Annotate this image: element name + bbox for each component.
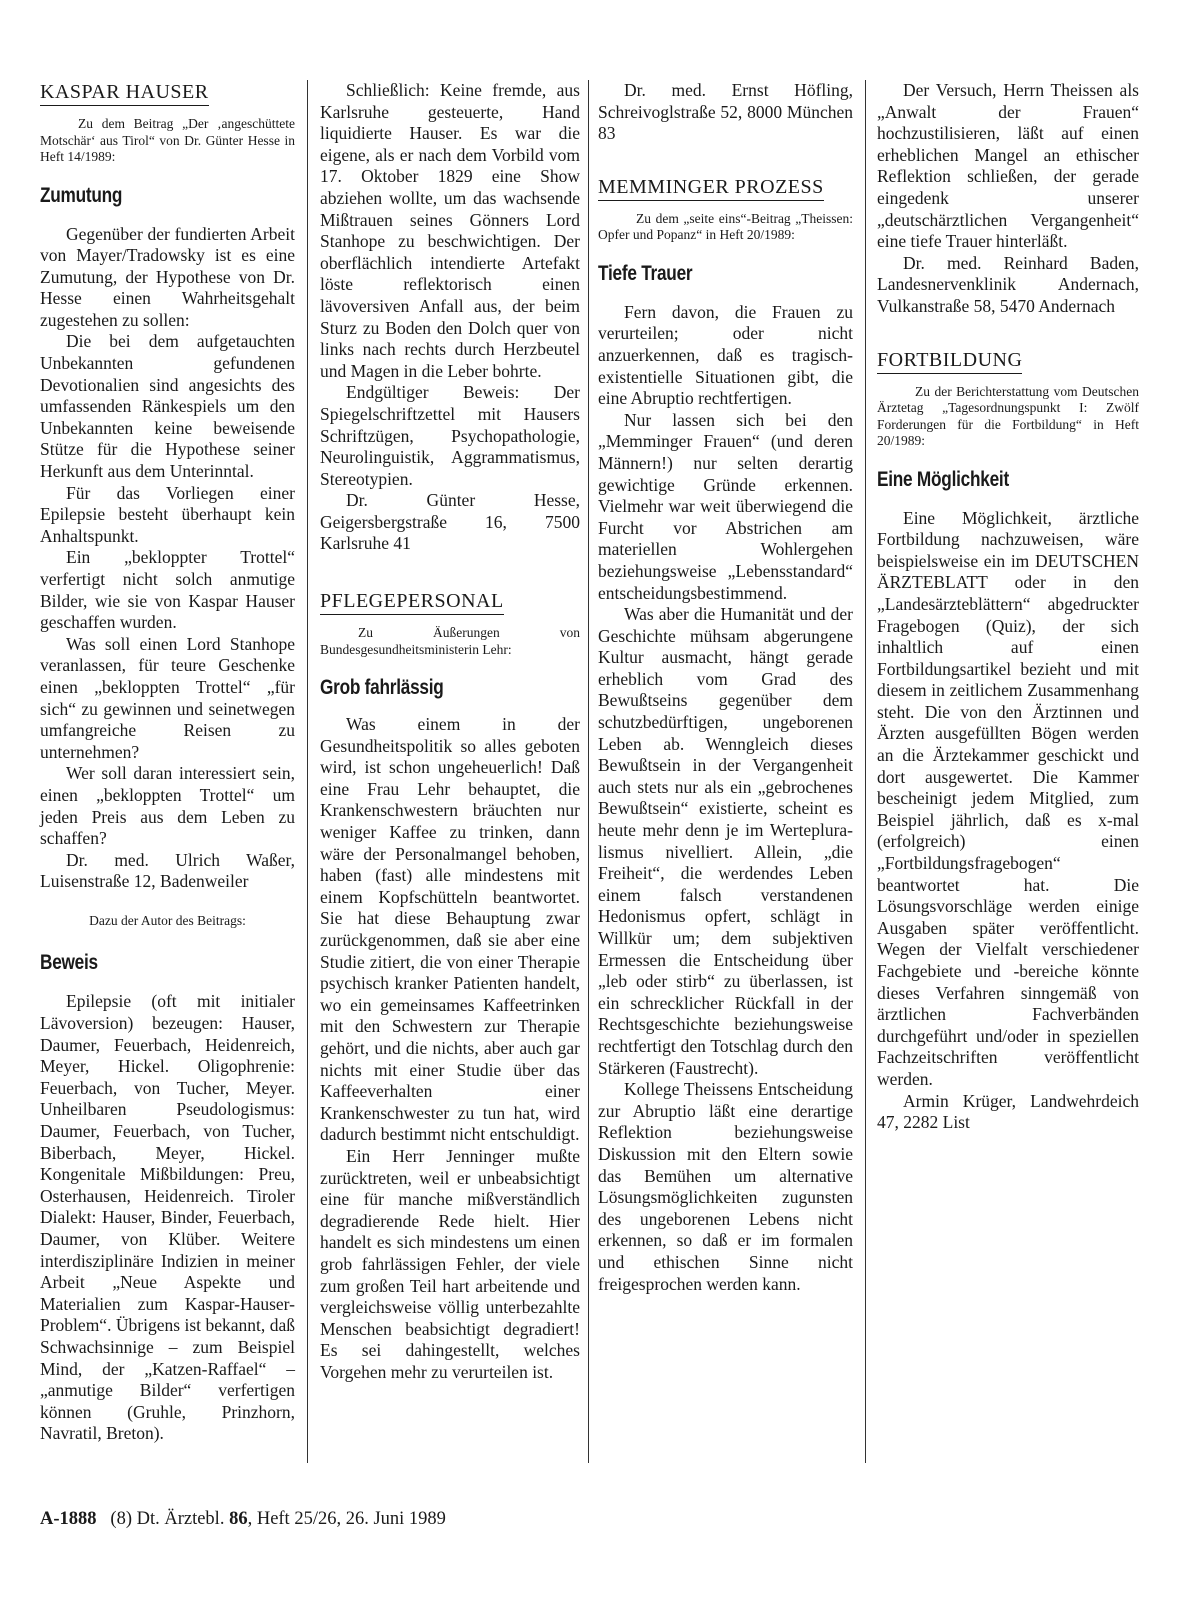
paragraph: Was soll einen Lord Stanhope veranlassen, für teure Geschenke einen „bekloppten Trottel“ „für sich“ zu gewinnen und seinetwegen umfangreiche Reisen zu unternehmen? — [40, 633, 295, 762]
paragraph: Was einem in der Gesundheitspolitik so alles geboten wird, ist schon ungeheuerlich! Daß eine Frau Lehr behauptet, die Krankenschwestern bräuchten nur weniger Kaffee zu trinken, dann wäre der Personalmangel behoben, haben (fast) alle mindestens mit einem Kopfschütteln beantwortet. Sie hat diese Behauptung zwar zurückgenommen, daß sie aber eine Studie zitiert, die von einer Therapie psychisch kranker Patienten handelt, wo ein gemeinsames Kaffeetrinken mit den Schwestern zur Therapie gehört, und die nichts, aber auch gar nichts mit einer Studie über das Kaffeeverhalten einer Krankenschwester zu tun hat, wird dadurch bestimmt nicht entschuldigt. — [320, 714, 580, 1145]
citation-prefix: (8) Dt. Ärztebl. — [110, 1509, 225, 1529]
paragraph: Für das Vorliegen einer Epilepsie besteht überhaupt kein Anhaltspunkt. — [40, 482, 295, 546]
letter-body-continued — [877, 508, 1139, 1134]
column-divider — [588, 80, 589, 1463]
section-title-kaspar-hauser: KASPAR HAUSER — [40, 80, 209, 106]
paragraph: Epilepsie (oft mit initialer Lävoversion) bezeugen: Hauser, Daumer, Feuerbach, Heidenreich, Meyer, Hickel. Oligophrenie: Feuerbach, von Tucher, Meyer. Unheilbaren Pseudologismus: Daumer, Feuerbach, von Tucher, Biberbach, Meyer, Hickel. Kongenitale Mißbildungen: Preu, Osterhausen, Heidenreich. Tiroler Dialekt: Hauser, Binder, Feuerbach, Daumer, von Klüber. Weitere interdisziplinäre Indizien in meiner Arbeit „Neue Aspekte und Materialien zum Kaspar-Hauser-Problem“. Übrigens ist bekannt, daß Schwachsinnige – zum Beispiel Mind, der „Katzen-Raffael“ – „anmutige Bilder“ verfertigen können (Gruhle, Prinzhorn, Navratil, Breton). — [40, 991, 295, 1444]
paragraph: Der Versuch, Herrn Theissen als „Anwalt der Frauen“ hochzustilisieren, läßt auf einen erheblichen Mangel an ethischer Reflektion schließen, der gerade eingedenk unserer „deutschärztlichen Vergangenheit“ eine tiefe Trauer hinterläßt. — [877, 80, 1139, 252]
headline-beweis: Beweis — [40, 951, 98, 975]
reference-note: Zu Äußerungen von Bundesgesundheitsministerin Lehr: — [320, 625, 580, 657]
headline-eine-moeglichkeit: Eine Möglichkeit — [877, 467, 1009, 491]
letter-body-continued — [320, 714, 580, 1383]
letter-signature: Dr. med. Ernst Höfling, Schreivoglstraße 52, 8000 München 83 — [598, 80, 853, 144]
section-title-pflegepersonal: PFLEGEPERSONAL — [320, 589, 504, 615]
letter-signature: Armin Krüger, Landwehrdeich 47, 2282 List — [877, 1090, 1139, 1133]
paragraph: Ein „bekloppter Trottel“ verfertigt nicht solch anmutige Bilder, wie sie von Kaspar Hauser geschaffen wurden. — [40, 547, 295, 633]
reference-note: Zu dem „seite eins“-Beitrag „Theissen: Opfer und Popanz“ in Heft 20/1989: — [598, 210, 853, 243]
column-3 — [598, 80, 853, 1295]
letter-signature: Dr. Günter Hesse, Geigersbergstraße 16, 7500 Karlsruhe 41 — [320, 490, 580, 554]
letter-signature: Dr. med. Reinhard Baden, Landesnervenklinik Andernach, Vulkanstraße 58, 5470 Andernach — [877, 252, 1139, 316]
reference-note: Zu dem Beitrag „Der ‚angeschüttete Motschär‘ aus Tirol“ von Dr. Günter Hesse in Heft 14/1989: — [40, 116, 295, 164]
paragraph: Wer soll daran interessiert sein, einen „bekloppten Trottel“ um jeden Preis aus dem Leben zu schaffen? — [40, 763, 295, 849]
paragraph: Endgültiger Beweis: Der Spiegelschriftzettel mit Hausers Schriftzügen, Psychopathologie, Neurolinguistik, Aggrammatismus, Stereotypien. — [320, 382, 580, 489]
letter-body-continued — [598, 302, 853, 1295]
paragraph: Die bei dem aufgetauchten Unbekannten gefundenen Devotionalien sind angesichts des umfassenden Ränkespiels um den Unbekannten keine beweisende Stütze für die Hypothese seiner Herkunft aus dem Unterinntal. — [40, 331, 295, 482]
author-reply-note: Dazu der Autor des Beitrags: — [89, 912, 246, 928]
headline-zumutung: Zumutung — [40, 183, 123, 207]
headline-tiefe-trauer: Tiefe Trauer — [598, 261, 693, 285]
volume-number: 86 — [229, 1509, 248, 1529]
letter-signature: Dr. med. Ulrich Waßer, Luisenstraße 12, Badenweiler — [40, 849, 295, 892]
column-4 — [877, 80, 1139, 1134]
letter-body — [598, 80, 853, 145]
paragraph: Eine Möglichkeit, ärztliche Fortbildung nachzuweisen, wäre beispielsweise ein im DEUTSCHEN ÄRZTEBLATT oder in den „Landesärzteblättern“ abgedruckter Fragebogen (Quiz), der sich inhaltlich auf einen Fortbildungsartikel bezieht und mit diesem in zeitlichem Zusammenhang steht. Die von den Ärztinnen und Ärzten ausgefüllten Bögen werden an die Ärztekammer geschickt und dort ausgewertet. Die Kammer bescheinigt jedem Mitglied, zum Beispiel jährlich, daß es x-mal (erfolgreich) einen „Fortbildungsfragebogen“ beantwortet hat. Die Lösungsvorschläge werden einige Ausgaben später veröffentlicht. Wegen der Vielfalt verschiedener Fachgebiete und -bereiche könnte dieses Verfahren sinngemäß von ärztlichen Fachverbänden durchgeführt und/oder in speziellen Fachzeitschriften veröffentlicht werden. — [877, 507, 1139, 1089]
letter-body — [877, 80, 1139, 318]
letter-body-continued — [40, 991, 295, 1444]
paragraph: Nur lassen sich bei den „Memminger Frauen“ (und deren Männern!) nur selten derartig gewichtige Gründe erkennen. Vielmehr war weit überwiegend die Furcht vor Abstrichen am materiellen Wohlergehen beziehungsweise „Lebensstandard“ entscheidungsbestimmend. — [598, 409, 853, 603]
column-divider — [307, 80, 308, 1463]
column-2 — [320, 80, 580, 1383]
column-1 — [40, 80, 295, 1445]
reference-note: Zu der Berichterstattung vom Deutschen Ärztetag „Tagesordnungspunkt I: Zwölf Forderungen für die Fortbildung“ in Heft 20/1989: — [877, 383, 1139, 449]
paragraph: Ein Herr Jenninger mußte zurücktreten, weil er unbeabsichtigt eine für manche mißverständlich degradierende Rede hielt. Hier handelt es sich mindestens um einen grob fahrlässigen Fehler, der viele zum großen Teil hart arbeitende und vergleichsweise völlig unterbezahlte Menschen beabsichtigt degradiert! Es sei dahingestellt, welches Vorgehen mehr zu verurteilen ist. — [320, 1145, 580, 1382]
page-footer — [40, 1509, 446, 1530]
paragraph: Schließlich: Keine fremde, aus Karlsruhe gesteuerte, Hand liquidierte Hauser. Es war die eigene, als er nach dem Vorbild vom 17. Oktober 1829 eine Show abziehen wollte, um das wachsende Mißtrauen seines Gönners Lord Stanhope zu beschwichtigen. Der oberflächlich intendierte Artefakt löste reflektorisch einen lävoversiven Anfall aus, der beim Sturz zu Boden den Dolch quer von links nach rechts durch Herzbeutel und Magen in die Leber bohrte. — [320, 80, 580, 381]
paragraph: Was aber die Humanität und der Geschichte mühsam abgerungene Kultur ausmacht, hängt gerade erheblich vom Grad des Bewußtseins gegenüber dem schutzbedürftigen, ungeborenen Leben ab. Wenngleich dieses Bewußtsein in der Vergangenheit auch stets nur als ein „gebrochenes Bewußtsein“ existierte, scheint es heute mehr denn je im Wertepluralismus nivelliert. Allein, „die Freiheit“, die werdendes Leben einem falsch verstandenen Hedonismus opfert, schlägt in Willkür um; dem subjektiven Ermessen die Entscheidung über „leb oder stirb“ zu überlassen, ist ein schrecklicher Rückfall in der Rechtsgeschichte beziehungsweise rechtfertigt den Totschlag durch den Stärkeren (Faustrecht). — [598, 604, 853, 1078]
column-divider — [865, 80, 866, 1463]
section-title-fortbildung: FORTBILDUNG — [877, 348, 1022, 374]
paragraph: Kollege Theissens Entscheidung zur Abruptio läßt eine derartige Reflektion beziehungsweise Diskussion mit den Eltern sowie das Bemühen um alternative Lösungsmöglichkeiten zugunsten des ungeborenen Lebens nicht erkennen, so daß er im formalen und ethischen Sinne nicht freigesprochen werden kann. — [598, 1079, 853, 1294]
letter-body — [320, 80, 580, 555]
paragraph: Fern davon, die Frauen zu verurteilen; oder nicht anzuerkennen, daß es tragisch-existentielle Situationen gibt, die eine Abruptio rechtfertigen. — [598, 301, 853, 409]
letter-body — [40, 224, 295, 893]
page-code: A-1888 — [40, 1509, 97, 1529]
headline-grob-fahrlaessig: Grob fahrlässig — [320, 676, 444, 700]
citation-suffix: , Heft 25/26, 26. Juni 1989 — [247, 1509, 446, 1529]
paragraph: Gegenüber der fundierten Arbeit von Mayer/Tradowsky ist es eine Zumutung, der Hypothese von Dr. Hesse einen Wahrheitsgehalt zugestehen zu sollen: — [40, 223, 295, 330]
section-title-memminger-prozess: MEMMINGER PROZESS — [598, 175, 824, 201]
